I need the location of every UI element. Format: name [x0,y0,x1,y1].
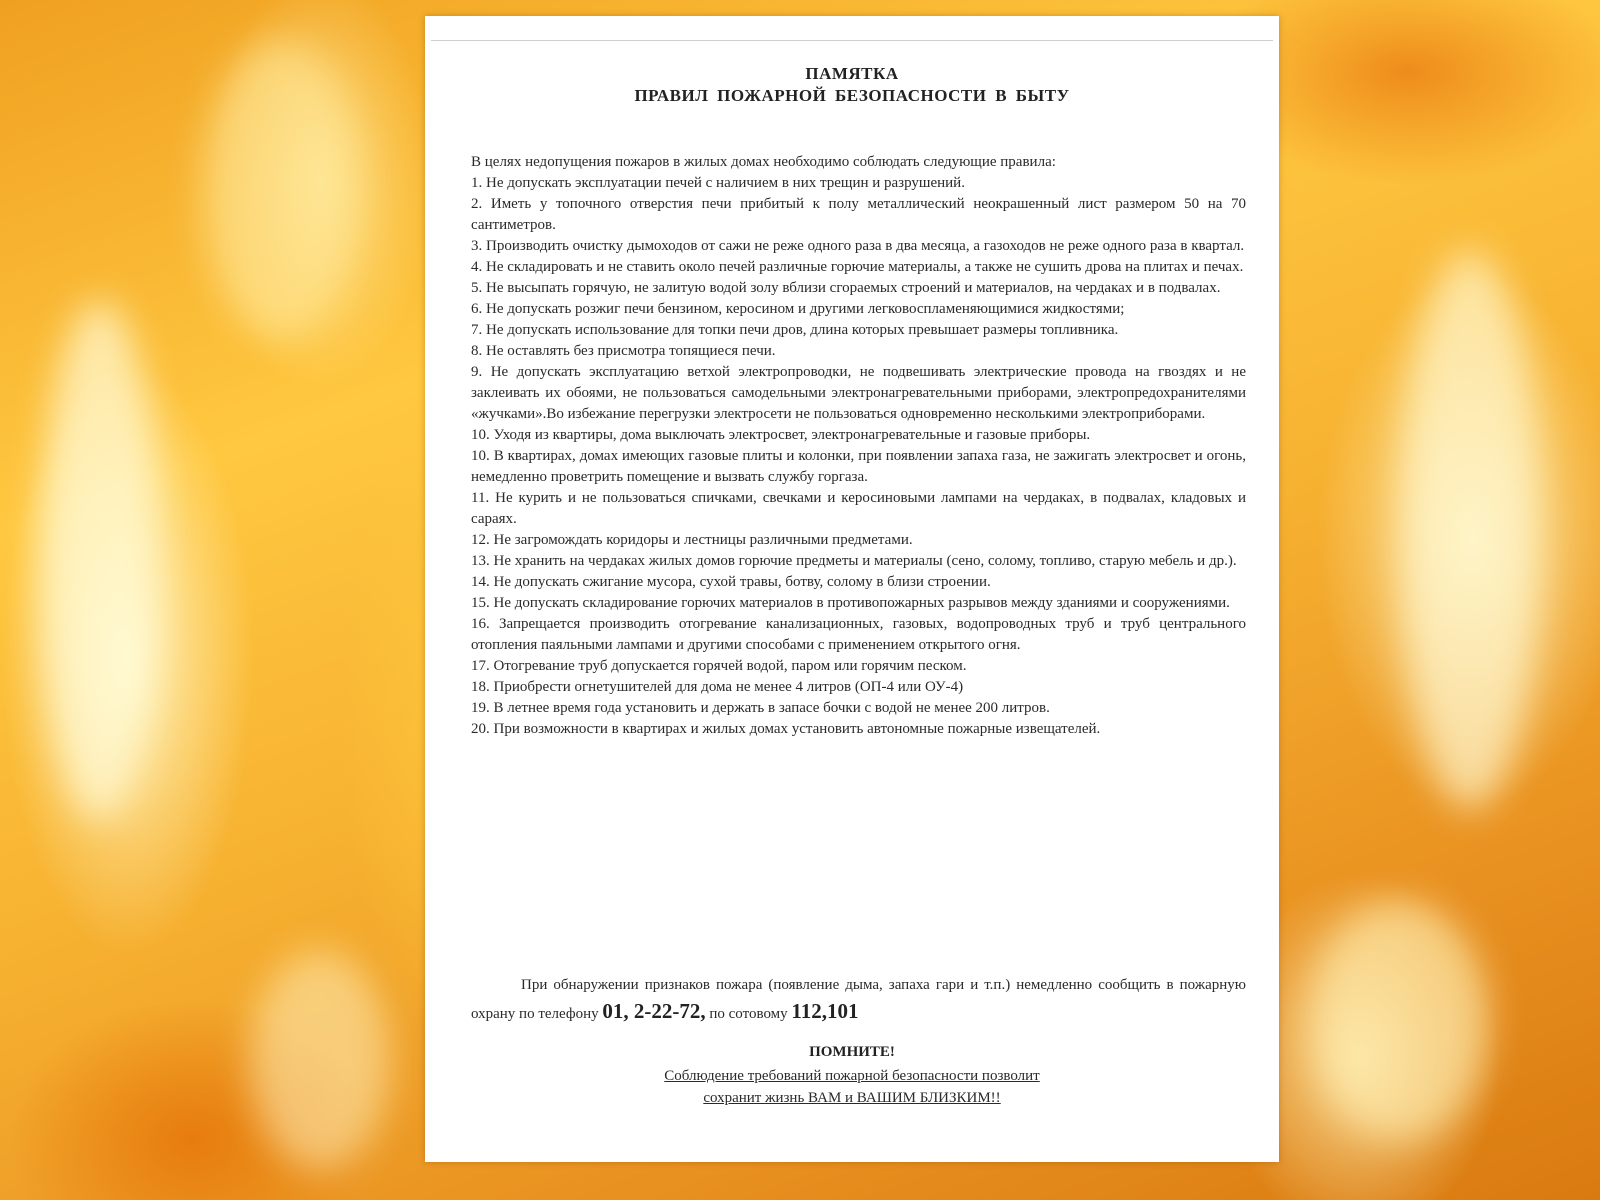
rule-item: 12. Не загромождать коридоры и лестницы различными предметами. [471,532,913,548]
remember-heading: ПОМНИТЕ! [809,1044,895,1060]
flame-streak [200,40,360,340]
mobile-label: по сотовому [709,1006,788,1022]
rule-item: 18. Приобрести огнетушителей для дома не менее 4 литров (ОП-4 или ОУ-4) [471,679,964,695]
mobile-phone-number: 112,101 [791,999,859,1023]
flame-streak [40,300,160,820]
sheet-top-rule [431,40,1273,41]
rule-item: 6. Не допускать розжиг печи бензином, керосином и другими легковоспламеняющимися жидкостями; [471,301,1125,317]
flame-streak [1400,250,1540,810]
rule-item: 4. Не складировать и не ставить около печей различные горючие материалы, а также не сушить дрова на плитах и печах. [471,259,1244,275]
rule-item: 15. Не допускать складирование горючих материалов в противопожарных разрывов между зданиями и сооружениями. [471,595,1230,611]
rule-item: 10. Уходя из квартиры, дома выключать электросвет, электронагревательные и газовые приборы. [471,427,1091,443]
rule-item: 11. Не курить и не пользоваться спичками, свечками и керосиновыми лампами на чердаках, в подвалах, кладовых и сараях. [471,490,1246,527]
rule-item: 16. Запрещается производить отогревание канализационных, газовых, водопроводных труб и труб центрального отопления паяльными лампами и другими способами с применением открытого огня. [471,616,1246,653]
emergency-note [471,972,1246,1027]
rule-item: 19. В летнее время года установить и держать в запасе бочки с водой не менее 200 литров. [471,700,1050,716]
rule-item: 10. В квартирах, домах имеющих газовые плиты и колонки, при появлении запаха газа, не зажигать электросвет и огонь, немедленно проветрить помещение и вызвать службу горгаза. [471,448,1246,485]
remember-line: сохранит жизнь ВАМ и ВАШИМ БЛИЗКИМ!! [703,1090,1001,1106]
emergency-text: При обнаружении признаков пожара (появление дыма, запаха гари и т.п.) немедленно сообщить в пожарную охрану по телефону [471,977,1246,1022]
rule-item: 13. Не хранить на чердаках жилых домов горючие предметы и материалы (сено, солому, топливо, старую мебель и др.). [471,553,1237,569]
rule-item: 17. Отогревание труб допускается горячей водой, паром или горячим песком. [471,658,967,674]
rule-item: 9. Не допускать эксплуатацию ветхой электропроводки, не подвешивать электрические провода на гвоздях и не заклеивать их обоями, не пользоваться самодельными электронагревательными приборами, электропредохранителями «жучками».Во избежание перегрузки электросети не пользоваться одновременно несколькими электроприборами. [471,364,1246,422]
rule-item: 8. Не оставлять без присмотра топящиеся печи. [471,343,776,359]
rule-item: 3. Производить очистку дымоходов от сажи не реже одного раза в два месяца, а газоходов не реже одного раза в квартал. [471,238,1245,254]
rule-item: 2. Иметь у топочного отверстия печи прибитый к полу металлический неокрашенный лист размером 50 на 70 сантиметров. [471,196,1246,233]
rule-item: 7. Не допускать использование для топки печи дров, длина которых превышает размеры топливника. [471,322,1119,338]
remember-line: Соблюдение требований пожарной безопасности позволит [664,1068,1040,1084]
rules-body [471,152,1246,740]
rule-item: 1. Не допускать эксплуатации печей с наличием в них трещин и разрушений. [471,175,965,191]
rule-item: 14. Не допускать сжигание мусора, сухой травы, ботву, солому в близи строении. [471,574,991,590]
memo-subtitle: ПРАВИЛ ПОЖАРНОЙ БЕЗОПАСНОСТИ В БЫТУ [634,86,1070,105]
rule-item: 20. При возможности в квартирах и жилых домах установить автономные пожарные извещателей. [471,721,1101,737]
intro-text: В целях недопущения пожаров в жилых домах необходимо соблюдать следующие правила: [471,154,1056,170]
flame-streak [1310,900,1490,1140]
flame-streak [250,950,390,1170]
memo-title: ПАМЯТКА [805,64,899,83]
rule-item: 5. Не высыпать горячую, не залитую водой золу вблизи сгораемых строений и материалов, на чердаках и в подвалах. [471,280,1221,296]
memo-sheet [425,16,1279,1162]
fire-phone-number: 01, 2-22-72, [602,999,706,1023]
